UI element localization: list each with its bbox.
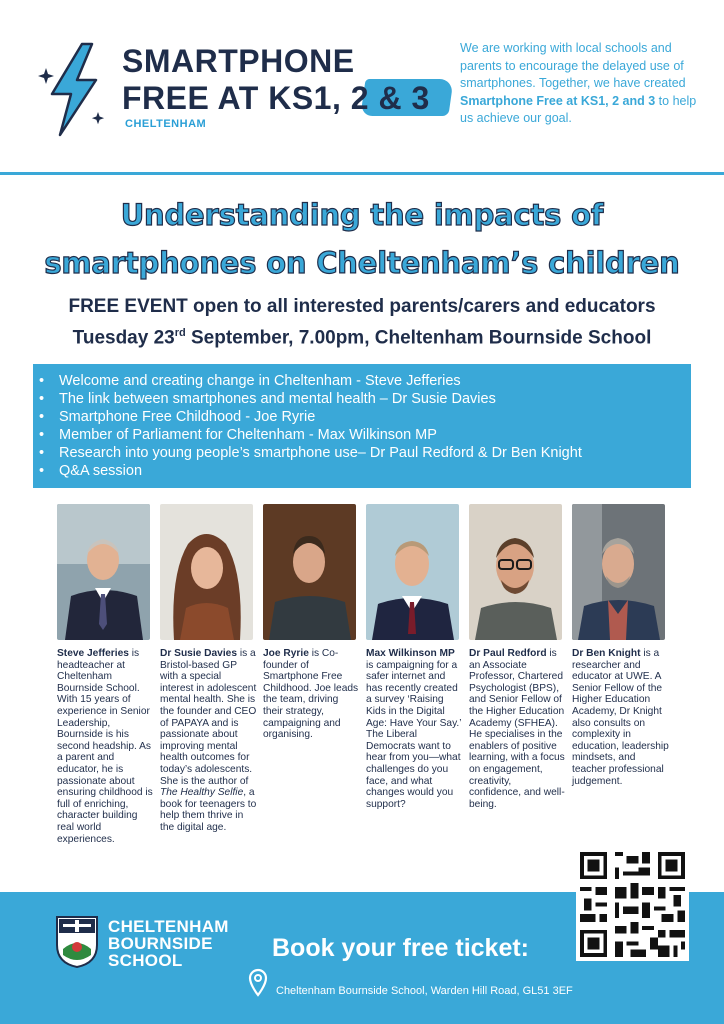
agenda-item: • Q&A session xyxy=(59,462,691,480)
school-name-line2: BOURNSIDE xyxy=(108,934,213,953)
agenda-list xyxy=(33,364,691,480)
page-title-line2: smartphones on Cheltenham’s children xyxy=(44,246,680,280)
agenda-item: • Research into young people’s smartphone use– Dr Paul Redford & Dr Ben Knight xyxy=(59,444,691,462)
agenda-item: • The link between smartphones and mental health – Dr Susie Davies xyxy=(59,390,691,408)
speaker-photo-susie-davies xyxy=(160,504,253,640)
school-name-line1: CHELTENHAM xyxy=(108,917,229,936)
event-date-venue: Tuesday 23rd September, 7.00pm, Cheltenham Bournside School xyxy=(72,327,652,349)
speaker-photo-max-wilkinson xyxy=(366,504,459,640)
speaker-photo-ben-knight xyxy=(572,504,665,640)
logo-title-line1: SMARTPHONE xyxy=(122,43,355,79)
school-name-line3: SCHOOL xyxy=(108,951,183,970)
header-divider xyxy=(0,172,724,175)
speaker-bio-ben-knight: Dr Ben Knight is a researcher and educator at UWE. A Senior Fellow of the Higher Education Academy, Dr Knight also consults on complexity in education, leadership mindsets, and teacher professional judgement. xyxy=(572,648,669,787)
sparkle-icon xyxy=(92,112,104,124)
venue-address: Cheltenham Bournside School, Warden Hill Road, GL51 3EF xyxy=(276,985,573,997)
speaker-bio-joe-ryrie: Joe Ryrie is Co-founder of Smartphone Free Childhood. Joe leads the team, driving their strategy, campaigning and organising. xyxy=(263,648,359,741)
sparkle-icon xyxy=(38,68,54,84)
speaker-photo-joe-ryrie xyxy=(263,504,356,640)
location-pin-icon xyxy=(248,968,268,998)
header-intro-text: We are working with local schools and parents to encourage the delayed use of smartphones. Together, we have created Smartphone Free at KS1, 2 and 3 to help us achieve our goal. xyxy=(460,41,697,125)
speaker-bio-max-wilkinson: Max Wilkinson MP is campaigning for a safer internet and has recently created a survey ‘Raising Kids in the Digital Age: Have Your Say.’ The Liberal Democrats want to hear from you—what challenges do you face, and what changes would you support? xyxy=(366,648,462,810)
agenda-box xyxy=(33,364,691,488)
speaker-bio-susie-davies: Dr Susie Davies is a Bristol-based GP with a special interest in adolescent mental health. She is the founder and CEO of PAPAYA and is passionate about improving mental health outcomes for today’s adolescents. She is the author of The Healthy Selfie, a book for teenagers to help them thrive in the digital age. xyxy=(160,648,257,833)
agenda-item: • Smartphone Free Childhood - Joe Ryrie xyxy=(59,408,691,426)
page-title-line1: Understanding the impacts of xyxy=(120,198,604,232)
agenda-item: • Welcome and creating change in Cheltenham - Steve Jefferies xyxy=(59,372,691,390)
book-ticket-heading: Book your free ticket: xyxy=(272,934,530,962)
school-crest-icon xyxy=(55,915,99,969)
logo-title-line2: FREE AT KS1, 2 & 3 xyxy=(122,80,430,116)
event-audience: FREE EVENT open to all interested parents/carers and educators xyxy=(68,296,656,317)
qr-code[interactable] xyxy=(576,848,689,961)
speaker-bio-paul-redford: Dr Paul Redford is an Associate Professor, Chartered Psychologist (BPS), and Senior Fellow of the Higher Education Academy (SFHEA). He specialises in the enablers of positive learning, with a focus on engagement, creativity, confidence, and well-being. xyxy=(469,648,565,810)
logo-subtitle: CHELTENHAM xyxy=(125,118,207,130)
agenda-item: • Member of Parliament for Cheltenham - Max Wilkinson MP xyxy=(59,426,691,444)
lightning-bolt-icon xyxy=(38,42,108,137)
speaker-photo-paul-redford xyxy=(469,504,562,640)
speaker-photo-steve-jefferies xyxy=(57,504,150,640)
speaker-bio-steve-jefferies: Steve Jefferies is headteacher at Cheltenham Bournside School. With 15 years of experience in Senior Leadership, Bournside is his second headship. As a parent and educator, he is passionate about ensuring childhood is full of enriching, character building real world experiences. xyxy=(57,648,153,845)
